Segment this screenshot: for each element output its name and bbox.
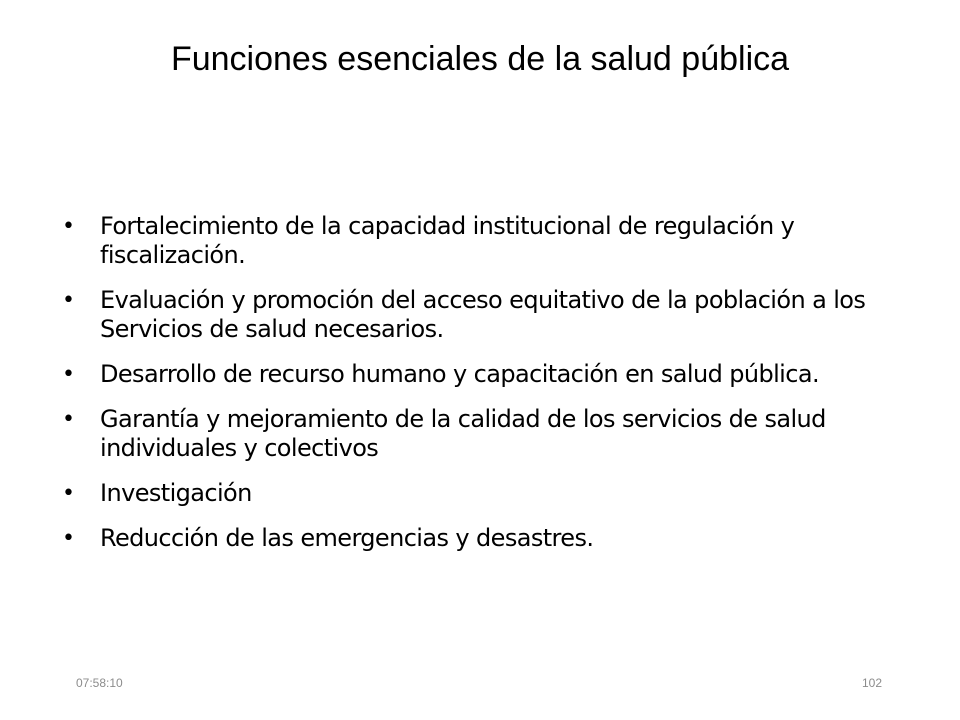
list-item [60, 286, 930, 344]
bullet-text: Evaluación y promoción del acceso equitativo de la población a los Servicios de salud necesarios. [100, 286, 866, 343]
bullet-icon: • [62, 288, 75, 313]
bullet-text: Garantía y mejoramiento de la calidad de los servicios de salud individuales y colectivos [100, 405, 826, 462]
bullet-icon: • [62, 481, 75, 506]
list-item [60, 524, 930, 553]
bullet-text: Investigación [100, 479, 252, 507]
list-item [60, 479, 930, 508]
bullet-icon: • [62, 526, 75, 551]
list-item [60, 360, 930, 389]
bullet-icon: • [62, 362, 75, 387]
bullet-text: Reducción de las emergencias y desastres. [100, 524, 594, 552]
bullet-icon: • [62, 214, 75, 239]
bullet-text: Desarrollo de recurso humano y capacitación en salud pública. [100, 360, 819, 388]
bullet-text: Fortalecimiento de la capacidad institucional de regulación y fiscalización. [100, 212, 795, 269]
slide-title: Funciones esenciales de la salud pública [170, 40, 790, 78]
footer-time: 07:58:10 [76, 676, 123, 690]
bullet-list [60, 212, 930, 569]
footer-page-number: 102 [862, 676, 883, 690]
list-item [60, 212, 930, 270]
list-item [60, 405, 930, 463]
bullet-icon: • [62, 407, 75, 432]
